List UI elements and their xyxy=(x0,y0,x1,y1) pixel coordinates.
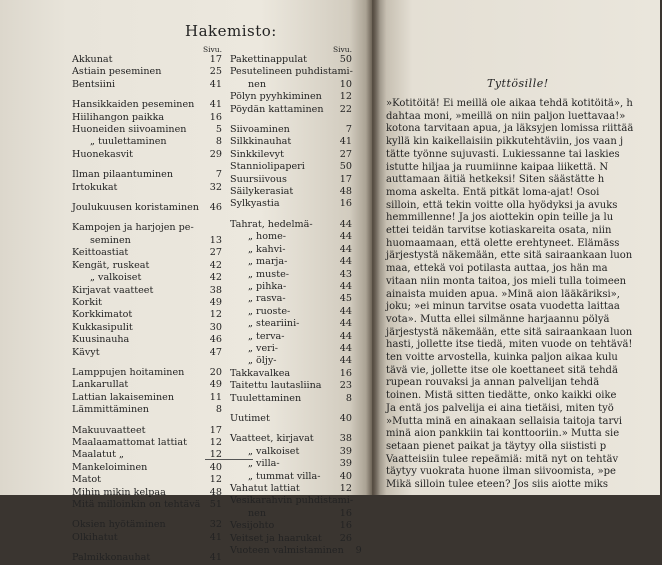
index-entry-term: Hiilihangon paikka xyxy=(72,111,165,123)
index-entry-term: Keittoastiat xyxy=(72,247,129,259)
index-entry xyxy=(230,446,352,458)
text-line: hemmillenne! Ja jos aiottekin opin teille ja lu xyxy=(386,212,614,224)
index-entry-page: 7 xyxy=(215,169,222,181)
index-entry xyxy=(230,91,352,103)
text-line: toinen. Mistä sitten tiedätte, onko kaikki oike xyxy=(386,390,617,402)
index-entry-term: Veitset ja haarukat xyxy=(230,532,322,544)
index-entry-term: Makuuvaatteet xyxy=(72,424,146,436)
index-entry xyxy=(230,533,352,545)
index-entry-term: Kengät, ruskeat xyxy=(72,259,150,271)
index-entry-page: 48 xyxy=(339,186,352,198)
index-entry-page: 17 xyxy=(209,54,222,65)
index-spacer xyxy=(72,544,222,552)
index-entry xyxy=(72,149,222,161)
index-entry xyxy=(72,425,222,437)
index-entry xyxy=(230,483,352,495)
index-entry-page: 12 xyxy=(209,449,222,461)
index-entry-page: 12 xyxy=(209,309,222,321)
index-entry xyxy=(230,393,352,405)
index-entry-page: 50 xyxy=(339,54,352,65)
index-entry xyxy=(230,368,352,380)
index-entry-page: 16 xyxy=(339,507,352,519)
index-entry-page: 8 xyxy=(345,392,352,404)
index-entry-page xyxy=(353,495,371,507)
index-entry-page: 44 xyxy=(339,218,352,230)
text-line: vitaan niin monta taitoa, jos mieli tulla toimeen xyxy=(386,275,627,287)
index-entry xyxy=(230,293,352,305)
index-entry-term: Korkit xyxy=(72,296,103,308)
index-entry xyxy=(230,244,352,256)
index-entry xyxy=(72,404,222,416)
index-entry-term: Ilman pilaantuminen xyxy=(72,169,174,181)
text-line: rupean rouvaksi ja annan palvelijan tehdä xyxy=(386,377,600,389)
index-spacer xyxy=(72,359,222,367)
index-entry-term: „ villa- xyxy=(248,458,280,470)
index-entry-term: seminen xyxy=(90,234,131,246)
index-entry xyxy=(230,198,352,210)
index-entry-page: 16 xyxy=(339,198,352,210)
index-entry-page: 50 xyxy=(339,161,352,173)
index-entry xyxy=(72,462,222,474)
index-entry-page: 42 xyxy=(209,272,222,284)
index-entry-term: nen xyxy=(248,78,267,90)
index-entry xyxy=(72,222,222,234)
index-entry xyxy=(72,202,222,214)
index-entry xyxy=(230,281,352,293)
index-entry-term: „ veri- xyxy=(248,342,279,354)
text-line: Mikä silloin tulee eteen? Jos siis aiotte miks xyxy=(386,479,608,491)
chapter-title: Tyttösille! xyxy=(487,77,549,90)
index-entry-term: Sylkyastia xyxy=(230,198,280,210)
index-entry-term: „ öljy- xyxy=(248,355,277,367)
text-line: moma askelta. Entä pitkät loma-ajat! Osoi xyxy=(386,186,600,198)
index-title: Hakemisto: xyxy=(185,22,277,40)
index-entry xyxy=(72,519,222,531)
index-entry-term: Bentsiini xyxy=(72,78,116,90)
index-spacer xyxy=(230,116,352,124)
index-entry xyxy=(230,343,352,355)
index-entry xyxy=(230,231,352,243)
index-entry-term: Kuusinauha xyxy=(72,334,130,346)
index-entry xyxy=(72,487,222,499)
index-entry-page: 17 xyxy=(209,424,222,436)
index-entry xyxy=(230,545,362,557)
index-entry xyxy=(72,54,222,66)
index-entry-page: 41 xyxy=(209,552,222,564)
index-entry-page: 39 xyxy=(339,445,352,457)
index-entry-term: Vesikarahvin puhdistami- xyxy=(230,495,354,507)
index-entry-term: „ tummat villa- xyxy=(248,470,321,482)
index-entry-term: „ valkoiset xyxy=(248,445,300,457)
index-entry-page: 32 xyxy=(209,181,222,193)
index-entry-page: 42 xyxy=(209,259,222,271)
index-entry-page: 25 xyxy=(209,66,222,78)
index-entry-term: Mitä milloinkin on tehtävä xyxy=(72,499,201,510)
index-spacer xyxy=(230,405,352,413)
index-entry-term: Maalaamattomat lattiat xyxy=(72,436,187,448)
index-spacer xyxy=(230,425,352,433)
index-entry-page: 49 xyxy=(209,379,222,391)
text-line: huomaamaan, että olette erehtyneet. Elämäss xyxy=(386,237,620,249)
text-line: ten voitte arvostella, kuinka paljon aikaa kulu xyxy=(386,352,618,364)
text-line: tävä vie, jollette itse ole koettaneet sitä tehdä xyxy=(386,364,618,376)
index-entry xyxy=(230,331,352,343)
index-entry-page: 13 xyxy=(209,234,222,246)
index-entry xyxy=(230,495,352,507)
index-entry-page: 39 xyxy=(339,458,352,470)
index-entry-page: 40 xyxy=(209,461,222,473)
index-entry-term: Akkunat xyxy=(72,54,113,65)
index-entry-term: Suursiivous xyxy=(230,173,287,185)
index-entry xyxy=(72,499,222,511)
index-entry-page: 38 xyxy=(339,433,352,445)
index-entry-term: Huoneiden siivoaminen xyxy=(72,124,187,136)
index-entry-page: 41 xyxy=(339,136,352,148)
index-entry-page: 30 xyxy=(209,321,222,333)
body-text xyxy=(386,98,662,492)
index-entry-term: Oksien hyötäminen xyxy=(72,519,166,531)
index-entry xyxy=(72,297,222,309)
index-entry xyxy=(72,99,222,111)
text-line: tätte työnne sujuvasti. Lukiessanne tai laskies xyxy=(386,148,620,160)
index-entry-term: Pölyn pyyhkiminen xyxy=(230,91,322,103)
index-entry xyxy=(72,322,222,334)
text-line: kotona tarvitaan apua, ja läksyjen lomissa riittää xyxy=(386,123,634,135)
index-entry-page: 51 xyxy=(209,499,222,510)
text-line: setaan pienet paikat ja täytyy olla siististi p xyxy=(386,440,607,452)
index-entry-page: 44 xyxy=(339,243,352,255)
index-entry xyxy=(72,379,222,391)
index-entry xyxy=(230,471,352,483)
index-entry-term: „ muste- xyxy=(248,268,289,280)
index-entry xyxy=(230,54,352,66)
index-entry-term: Takkavalkea xyxy=(230,367,291,379)
index-entry-page: 17 xyxy=(339,173,352,185)
index-entry xyxy=(230,433,352,445)
index-entry xyxy=(230,380,352,392)
index-entry-term: Vaatteet, kirjavat xyxy=(230,433,314,445)
index-column-2 xyxy=(230,45,362,557)
index-spacer xyxy=(72,511,222,519)
index-entry-term: Pakettinappulat xyxy=(230,54,308,65)
text-line: auttamaan äitiä hetkeksi! Siten säästätte h xyxy=(386,174,605,186)
text-line: »Kotitöitä! Ei meillä ole aikaa tehdä kotitöitä», h xyxy=(386,98,633,109)
index-entry xyxy=(72,169,222,181)
index-entry xyxy=(72,449,222,461)
index-entry-term: Tuulettaminen xyxy=(230,392,302,404)
index-entry-page: 43 xyxy=(339,268,352,280)
index-entry-term: Pesutelineen puhdistami- xyxy=(230,66,353,78)
index-entry-page: 27 xyxy=(209,247,222,259)
index-entry xyxy=(72,309,222,321)
index-entry xyxy=(72,437,222,449)
index-entry-term: Kampojen ja harjojen pe- xyxy=(72,222,194,234)
index-entry-term: Säilykerasiat xyxy=(230,186,294,198)
index-entry xyxy=(72,112,222,124)
index-entry xyxy=(230,124,352,136)
index-entry-page: 16 xyxy=(339,520,352,532)
index-column-1 xyxy=(72,46,222,565)
index-entry-page: 46 xyxy=(209,334,222,346)
index-entry xyxy=(72,532,222,544)
index-entry-term: Taitettu lautasliina xyxy=(230,380,322,392)
index-entry xyxy=(72,235,222,247)
index-entry-page: 26 xyxy=(339,532,352,544)
index-entry xyxy=(72,474,222,486)
index-entry-page: 16 xyxy=(339,367,352,379)
index-entry-page: 12 xyxy=(209,474,222,486)
index-entry-page: 8 xyxy=(215,404,222,416)
index-entry-term: Hansikkaiden peseminen xyxy=(72,99,195,111)
index-entry xyxy=(230,149,352,161)
index-entry xyxy=(72,552,222,564)
index-entry xyxy=(230,79,352,91)
index-entry xyxy=(72,79,222,91)
divider xyxy=(205,459,253,460)
index-entry-term: Lattian lakaiseminen xyxy=(72,391,175,403)
index-entry-term: Pöydän kattaminen xyxy=(230,103,324,115)
page-label: Sivu. xyxy=(203,45,222,54)
index-entry xyxy=(230,219,352,231)
index-entry-term: Olkihatut xyxy=(72,531,118,543)
book-gutter xyxy=(366,0,380,495)
index-entry-term: Silkkinauhat xyxy=(230,136,292,148)
index-entry-page: 12 xyxy=(209,436,222,448)
index-entry-page: 49 xyxy=(209,296,222,308)
index-entry xyxy=(230,318,352,330)
index-entry-term: Uutimet xyxy=(230,412,270,424)
text-line: kyllä kin kaikellaisiin pikkutehtäviin, jos vaan j xyxy=(386,136,624,148)
index-entry-term: Vesijohto xyxy=(230,520,275,532)
text-line: vota». Mutta ellei silmänne harjaannu pölyä xyxy=(386,313,610,325)
index-entry-term: Tahrat, hedelmä- xyxy=(230,218,313,230)
index-entry xyxy=(72,182,222,194)
index-entry-page: 44 xyxy=(339,280,352,292)
index-entry xyxy=(72,347,222,359)
text-line: joku; »ei minun tarvitse osata vuodetta laittaa xyxy=(386,301,620,313)
index-entry xyxy=(72,136,222,148)
index-spacer xyxy=(72,91,222,99)
index-entry-page: 27 xyxy=(339,148,352,160)
index-entry xyxy=(230,269,352,281)
index-entry xyxy=(230,186,352,198)
index-entry xyxy=(72,66,222,78)
text-line: silloin, että tekin voitte olla hyödyksi ja avuks xyxy=(386,199,618,211)
index-spacer xyxy=(72,417,222,425)
index-entry-page: 44 xyxy=(339,355,352,367)
index-entry-term: Vahatut lattiat xyxy=(230,483,300,494)
text-line: järjestystä näkemään, ette sitä sairaankaan luon xyxy=(386,250,633,262)
index-entry xyxy=(72,367,222,379)
index-entry xyxy=(230,413,352,425)
index-spacer xyxy=(230,211,352,219)
text-line: maa, ettekä voi potilasta auttaa, jos hän ma xyxy=(386,263,608,275)
index-entry xyxy=(72,392,222,404)
text-line: ettei teidän tarvitse kotiaskareita osata, niin xyxy=(386,225,612,237)
index-entry-term: Vuoteen valmistaminen xyxy=(230,545,344,557)
index-entry-term: „ pihka- xyxy=(248,280,287,292)
index-entry-term: Irtokukat xyxy=(72,181,118,193)
index-entry-term: „ valkoiset xyxy=(90,272,142,284)
index-entry-term: „ steariini- xyxy=(248,318,300,330)
index-entry-page: 40 xyxy=(339,412,352,424)
index-entry-page: 11 xyxy=(209,391,222,403)
index-entry-term: Lankarullat xyxy=(72,379,129,391)
text-line: järjestystä näkemään, ette sitä sairaankaan luon xyxy=(386,326,633,338)
index-entry xyxy=(72,124,222,136)
index-entry-term: Sinkkilevyt xyxy=(230,148,284,160)
index-entry-page: 45 xyxy=(339,293,352,305)
index-entry-page: 48 xyxy=(209,486,222,498)
index-entry-page: 16 xyxy=(209,111,222,123)
index-entry-term: „ tuulettaminen xyxy=(90,136,167,148)
index-entry-page: 40 xyxy=(339,470,352,482)
index-entry-page: 8 xyxy=(215,136,222,148)
index-entry xyxy=(230,104,352,116)
text-line: Ja entä jos palvelija ei aina tietäisi, miten työ xyxy=(386,402,614,414)
index-entry-page: 46 xyxy=(209,202,222,214)
index-entry xyxy=(230,256,352,268)
index-entry-page: 44 xyxy=(339,318,352,330)
index-spacer xyxy=(72,161,222,169)
index-entry-page: 10 xyxy=(339,78,352,90)
index-entry-term: „ home- xyxy=(248,231,286,243)
index-entry-term: Lämmittäminen xyxy=(72,404,149,416)
index-entry xyxy=(230,66,352,78)
index-entry xyxy=(230,136,352,148)
index-entry-page: 41 xyxy=(209,99,222,111)
index-entry-term: Korkkimatot xyxy=(72,309,133,321)
index-entry-term: Palmikkonauhat xyxy=(72,552,151,564)
index-entry-term: Huonekasvit xyxy=(72,148,133,160)
index-spacer xyxy=(72,214,222,222)
index-entry-page: 41 xyxy=(209,531,222,543)
index-entry-page: 22 xyxy=(339,103,352,115)
index-entry-page: 29 xyxy=(209,148,222,160)
index-entry-term: „ ruoste- xyxy=(248,305,291,317)
index-entry xyxy=(230,355,352,367)
index-entry-page: 32 xyxy=(209,519,222,531)
index-entry-term: Mankeloiminen xyxy=(72,461,148,473)
index-entry xyxy=(230,174,352,186)
index-entry-term: Lamppujen hoitaminen xyxy=(72,366,185,378)
index-entry-page: 44 xyxy=(339,342,352,354)
index-entry xyxy=(72,285,222,297)
text-line: minä aion pankkiin tai konttooriin.» Mutta sie xyxy=(386,428,620,440)
index-entry-term: Kukkasipulit xyxy=(72,321,133,333)
index-entry-term: Kävyt xyxy=(72,346,100,358)
text-line: »Mutta minä en ainakaan sellaisia taitoja tarvi xyxy=(386,415,623,427)
index-entry xyxy=(230,520,352,532)
index-entry-term: „ terva- xyxy=(248,330,285,342)
text-line: istutte hiljaa ja ruumiinne kaipaa liikettä. N xyxy=(386,161,609,173)
index-entry-term: Matot xyxy=(72,474,102,486)
index-entry-page: 44 xyxy=(339,256,352,268)
index-entry-term: Astiain peseminen xyxy=(72,66,162,78)
index-entry-term: „ kahvi- xyxy=(248,243,286,255)
index-entry-page: 44 xyxy=(339,231,352,243)
index-entry xyxy=(72,260,222,272)
index-entry-term: nen xyxy=(248,507,267,519)
index-entry xyxy=(230,458,352,470)
index-entry-term: Maalatut „ xyxy=(72,449,124,461)
index-entry-page: 41 xyxy=(209,78,222,90)
index-entry-page: 47 xyxy=(209,346,222,358)
index-entry-term: Mihin mikin kelpaa xyxy=(72,486,166,498)
index-entry-page: 5 xyxy=(215,124,222,136)
index-entry-page: 7 xyxy=(345,124,352,136)
index-entry-term: „ marja- xyxy=(248,256,288,268)
index-entry-page: 20 xyxy=(209,366,222,378)
index-entry xyxy=(72,272,222,284)
index-entry-page: 44 xyxy=(339,305,352,317)
index-entry-page: 23 xyxy=(339,380,352,392)
text-line: hasti, jollette itse tiedä, miten vuode on tehtävä! xyxy=(386,339,633,351)
index-entry-page: 44 xyxy=(339,330,352,342)
page-label: Sivu. xyxy=(333,45,352,54)
index-entry xyxy=(72,247,222,259)
index-entry-page xyxy=(204,222,222,234)
index-entry-term: Joulukuusen koristaminen xyxy=(72,202,199,214)
index-entry-page: 38 xyxy=(209,284,222,296)
index-entry-term: Stanniolipaperi xyxy=(230,161,305,173)
index-entry-page: 12 xyxy=(339,91,352,103)
index-entry-term: Kirjavat vaatteet xyxy=(72,284,154,296)
index-entry xyxy=(230,508,352,520)
text-line: dahtaa moni, »meillä on niin paljon luettavaa!» xyxy=(386,110,626,122)
index-entry-page: 12 xyxy=(339,483,352,494)
text-line: Vaatteisiin tulee repeämiä: mitä nyt on tehtäv xyxy=(386,453,619,465)
index-entry xyxy=(230,161,352,173)
index-spacer xyxy=(72,194,222,202)
index-entry-term: „ rasva- xyxy=(248,293,286,305)
index-entry-term: Siivoaminen xyxy=(230,124,290,136)
text-line: ainaista muiden apua. »Minä aion lääkäriksi», xyxy=(386,288,620,300)
index-entry-page: 9 xyxy=(355,545,362,557)
index-entry xyxy=(72,334,222,346)
text-line: täytyy vuokrata huone ilman siivoomista, »pe xyxy=(386,466,616,478)
index-entry xyxy=(230,306,352,318)
